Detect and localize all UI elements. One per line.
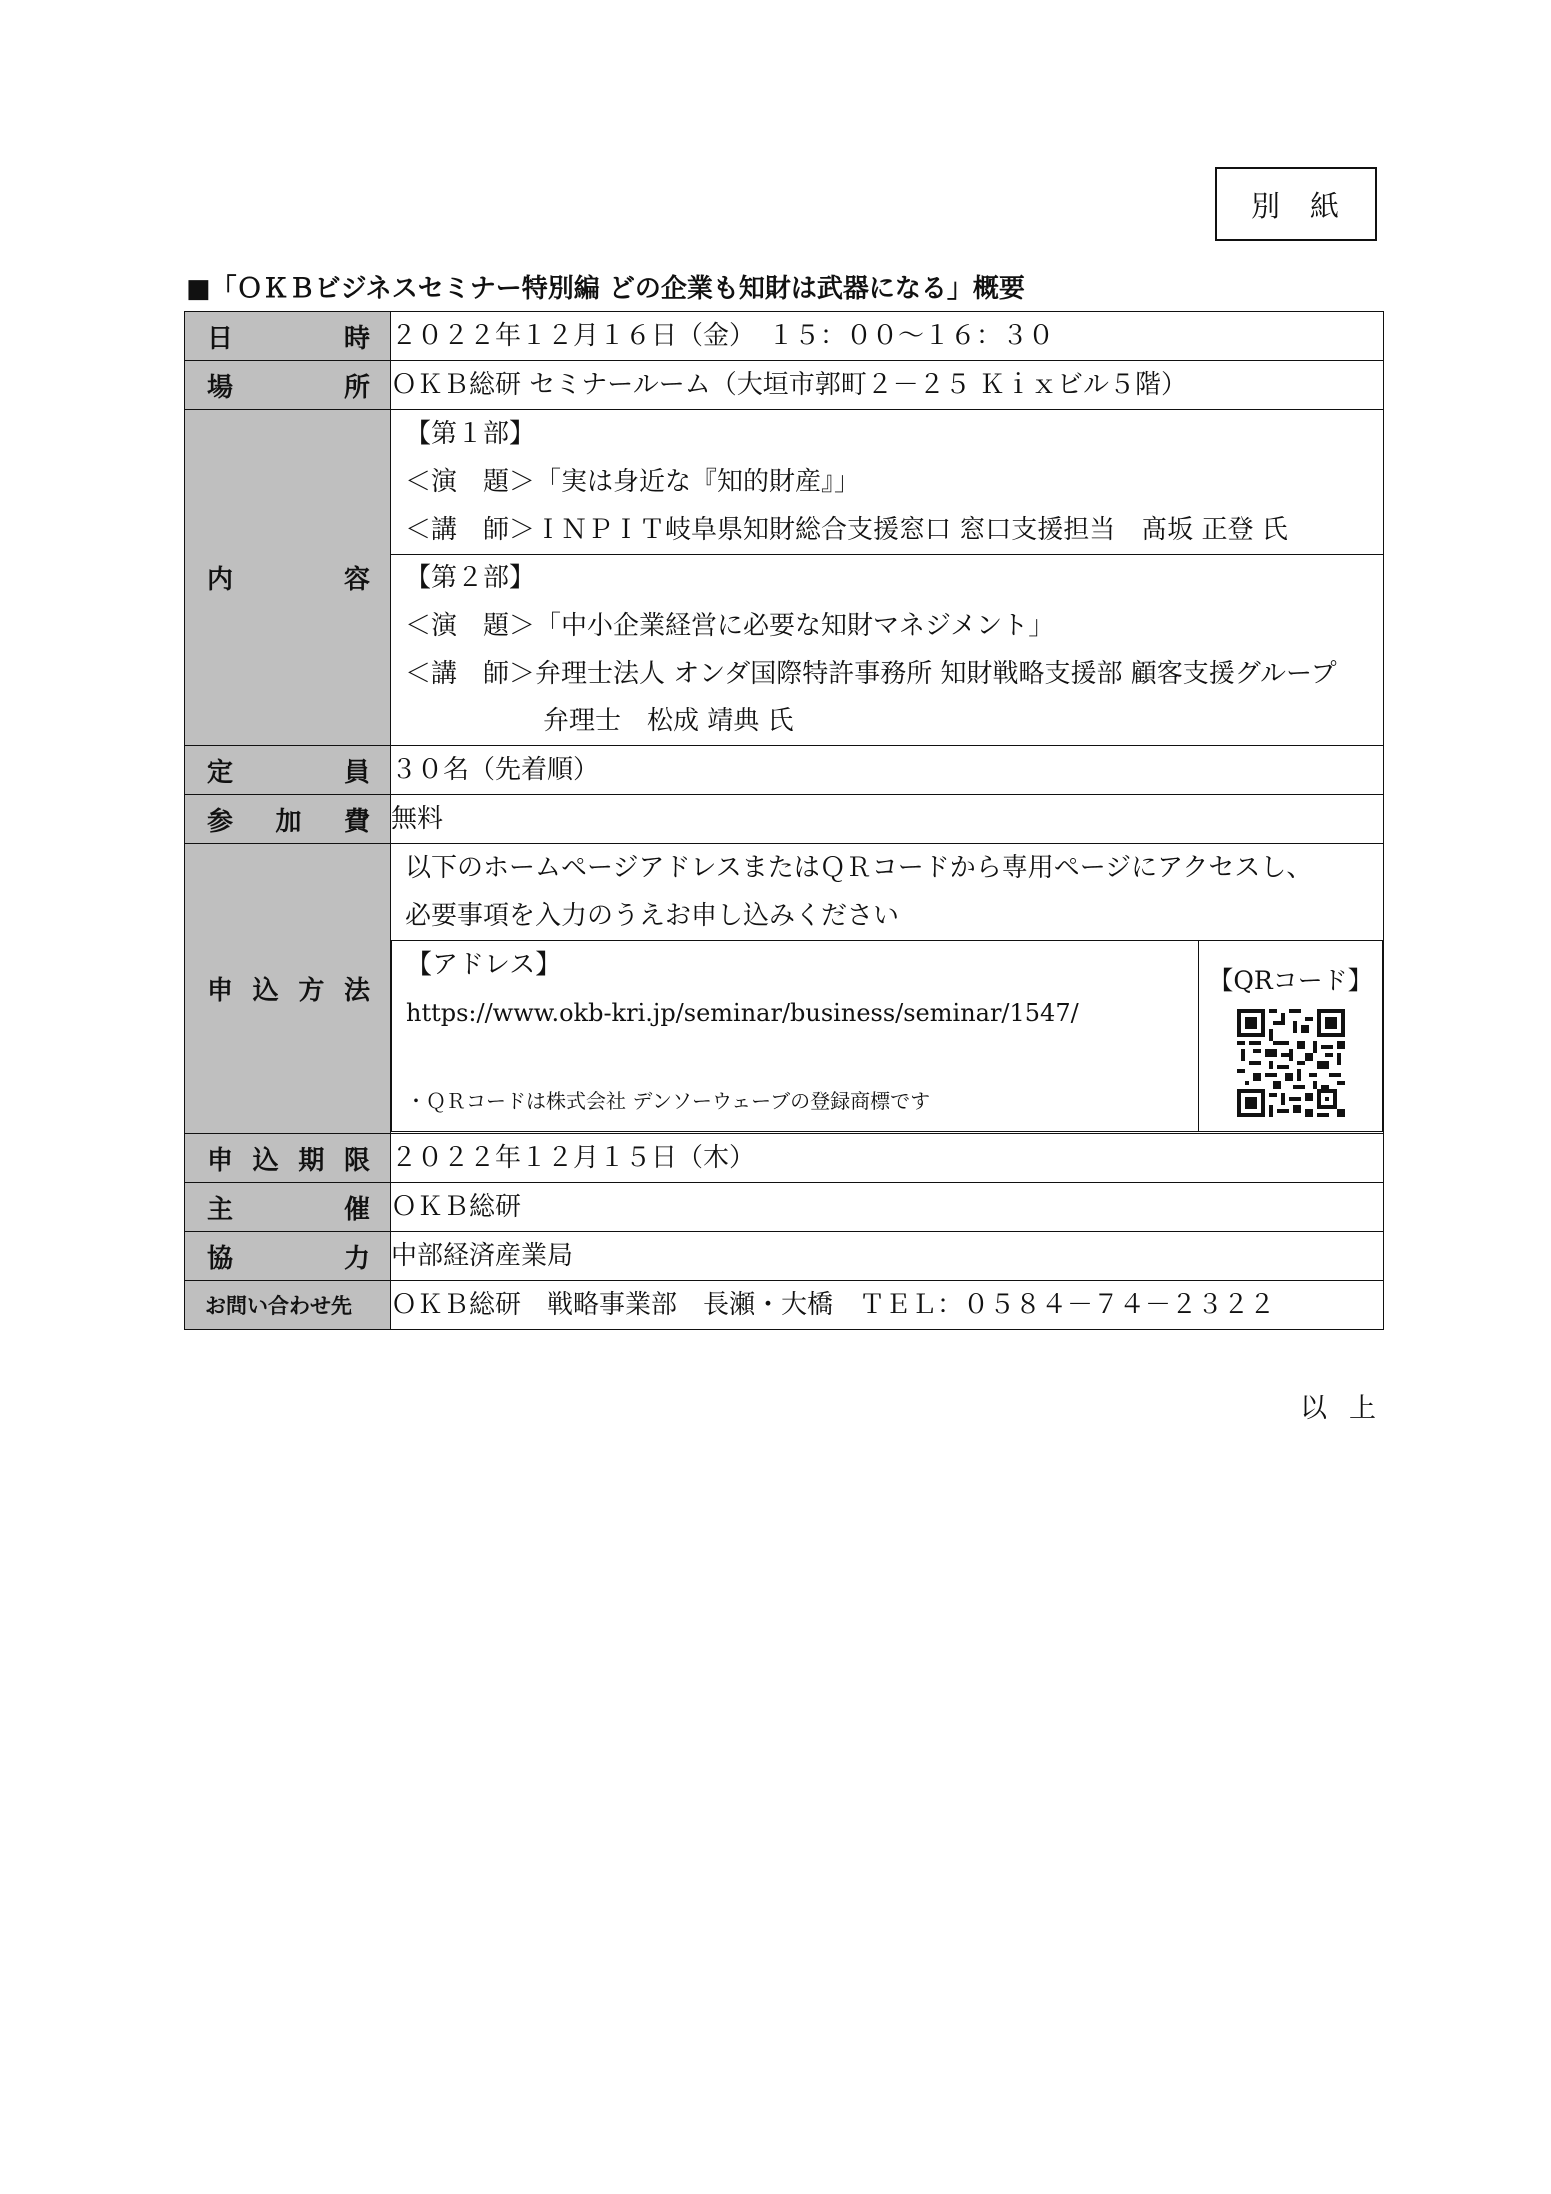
label-deadline: 申 込 期 限 xyxy=(185,1134,391,1183)
value-fee: 無料 xyxy=(391,795,1384,844)
qr-code-image[interactable] xyxy=(1237,1009,1345,1117)
value-place: ＯＫＢ総研 セミナールーム（大垣市郭町２－２５ Ｋｉｘビル５階） xyxy=(391,361,1384,410)
part1-speaker: ＜講 師＞ＩＮＰＩＴ岐阜県知財総合支援窓口 窓口支援担当 髙坂 正登 氏 xyxy=(405,515,1288,545)
address-label: 【アドレス】 xyxy=(406,950,562,980)
value-deadline: ２０２２年１２月１５日（木） xyxy=(391,1134,1384,1183)
label-place: 場 所 xyxy=(185,361,391,410)
label-capacity: 定 員 xyxy=(185,746,391,795)
label-cooperation: 協 力 xyxy=(185,1232,391,1281)
attachment-stamp: 別紙 xyxy=(1215,167,1377,241)
qr-trademark-note: ・ＱＲコードは株式会社 デンソーウェーブの登録商標です xyxy=(406,1089,931,1113)
value-content xyxy=(391,410,1384,746)
label-fee: 参 加 費 xyxy=(185,795,391,844)
label-contact: お問い合わせ先 xyxy=(185,1281,391,1330)
label-organizer: 主 催 xyxy=(185,1183,391,1232)
label-apply: 申 込 方 法 xyxy=(185,844,391,1134)
part2-topic: ＜演 題＞「中小企業経営に必要な知財マネジメント」 xyxy=(405,611,1055,641)
qr-label: 【QRコード】 xyxy=(1208,966,1373,995)
registration-url-link[interactable]: https://www.okb-kri.jp/seminar/business/seminar/1547/ xyxy=(406,999,1079,1027)
closing-remark: 以上 xyxy=(1300,1393,1398,1424)
part2-speaker: ＜講 師＞弁理士法人 オンダ国際特許事務所 知財戦略支援部 顧客支援グループ xyxy=(405,659,1337,689)
page-title: ■「ＯＫＢビジネスセミナー特別編 どの企業も知財は武器になる」概要 xyxy=(186,274,1025,304)
value-organizer: ＯＫＢ総研 xyxy=(391,1183,1384,1232)
part1-topic: ＜演 題＞「実は身近な『知的財産』」 xyxy=(405,467,861,497)
seminar-overview-table xyxy=(184,311,1384,1330)
value-contact: ＯＫＢ総研 戦略事業部 長瀬・大橋 ＴＥＬ：０５８４－７４－２３２２ xyxy=(391,1281,1384,1330)
value-date: ２０２２年１２月１６日（金） １５：００～１６：３０ xyxy=(391,312,1384,361)
value-capacity: ３０名（先着順） xyxy=(391,746,1384,795)
label-content: 内 容 xyxy=(185,410,391,746)
label-date: 日 時 xyxy=(185,312,391,361)
apply-instruction-1: 以下のホームページアドレスまたはＱＲコードから専用ページにアクセスし、 xyxy=(405,853,1313,883)
value-apply xyxy=(391,844,1384,1134)
part2-speaker-name: 弁理士 松成 靖典 氏 xyxy=(543,706,794,736)
apply-instruction-2: 必要事項を入力のうえお申し込みください xyxy=(405,901,900,931)
part1-title: 【第１部】 xyxy=(405,419,536,449)
part2-title: 【第２部】 xyxy=(405,563,536,593)
value-cooperation: 中部経済産業局 xyxy=(391,1232,1384,1281)
qr-code-cell xyxy=(1199,941,1383,1132)
